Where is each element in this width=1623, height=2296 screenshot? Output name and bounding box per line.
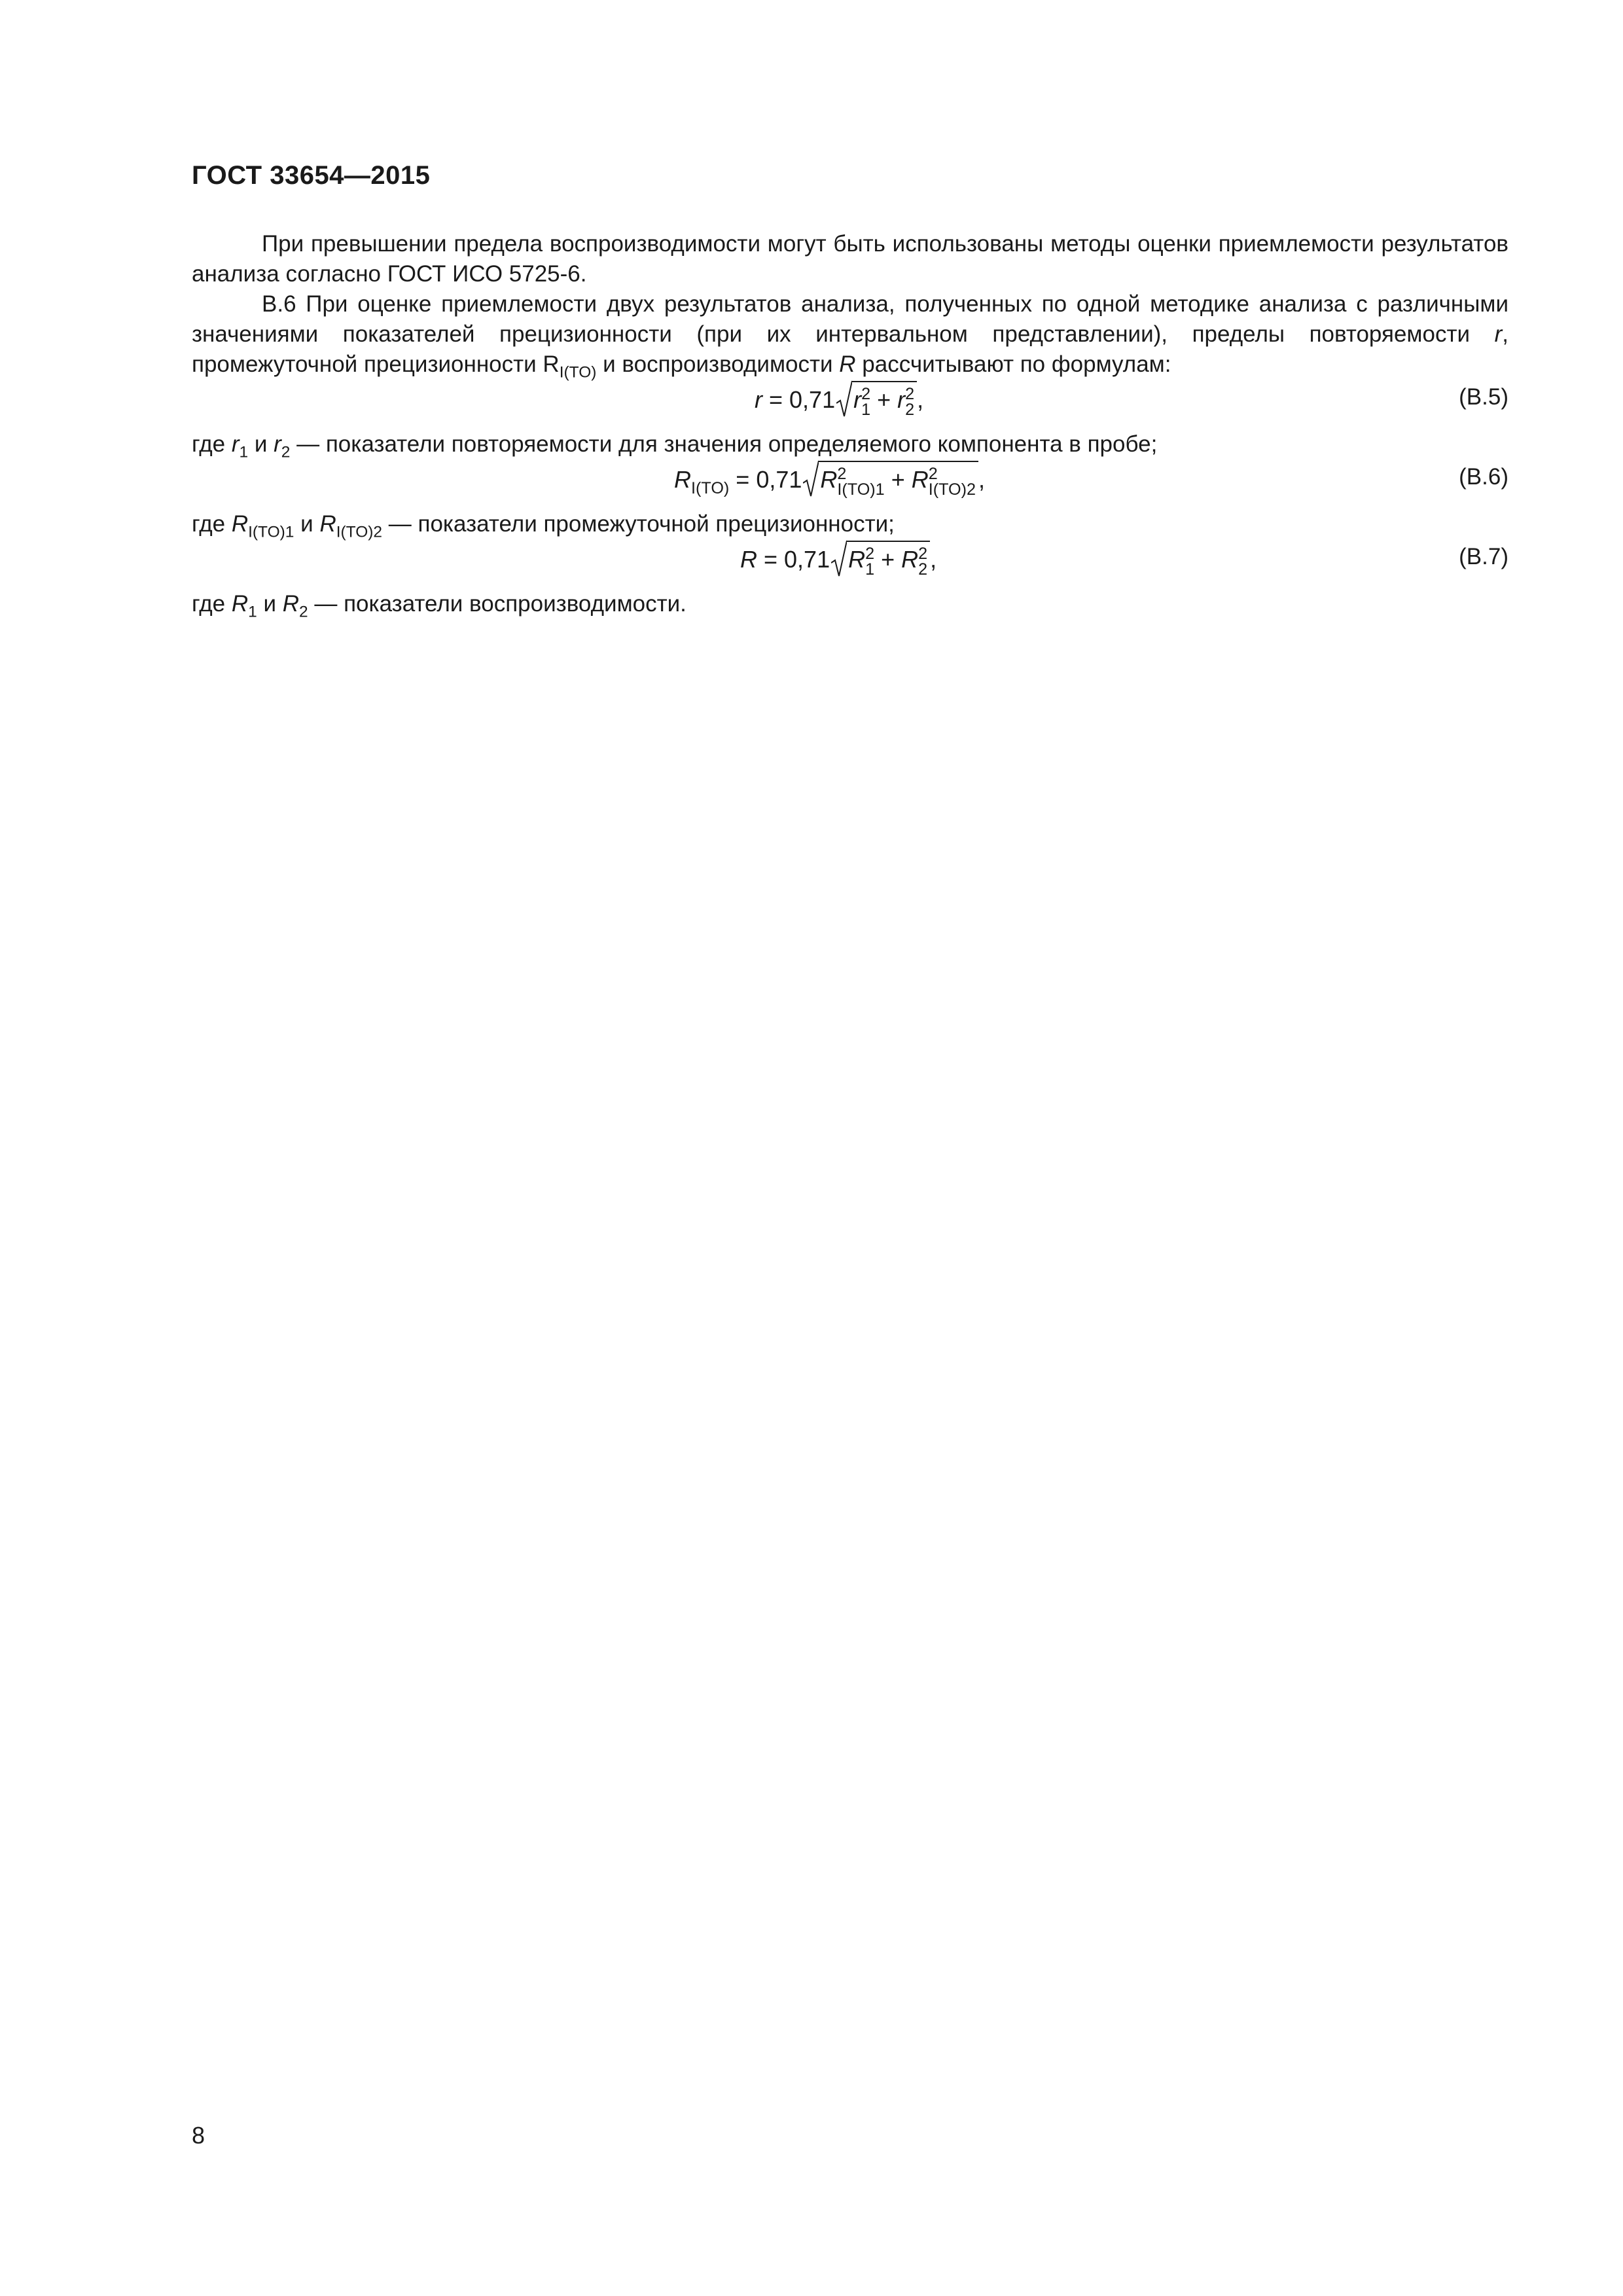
formula-b6-term1-sup: 2 xyxy=(837,465,847,484)
where-b7-lead: где xyxy=(192,591,232,617)
formula-b6-term2-indices xyxy=(929,467,976,498)
formula-b5-term2-sub: 2 xyxy=(905,401,915,420)
where-b5-and: и xyxy=(248,431,274,457)
paragraph-b6-text-1: В.6 При оценке приемлемости двух результатов анализа, полученных по одной методике анализа с различными значениями показателей прецизионности (при их интервальном представлении), пределы повторяемости xyxy=(192,291,1508,347)
paragraph-b6-text-4: рассчитывают по формулам: xyxy=(855,351,1171,377)
paragraph-b6-text-3: и воспроизводимости xyxy=(596,351,840,377)
formula-b6-term1-sub: I(TO)1 xyxy=(837,480,885,499)
radical-sign-icon xyxy=(831,539,847,577)
radical-sign-icon xyxy=(836,380,852,418)
where-b7-var1-sub: 1 xyxy=(248,603,257,621)
where-b5-var2: r xyxy=(274,431,281,457)
formula-b7-coeff: = 0,71 xyxy=(757,546,830,573)
formula-b6-term2-sup: 2 xyxy=(928,465,938,484)
paragraph-b6-text-2: , промежуточной прецизионности R xyxy=(192,321,1508,377)
formula-b6-term1-indices xyxy=(837,467,884,498)
formula-b7-term1-indices xyxy=(865,547,874,578)
where-b7-var2: R xyxy=(282,591,300,617)
sqrt-b7 xyxy=(831,545,930,578)
where-b5-var1-sub: 1 xyxy=(239,443,249,461)
where-b6-var2-sub: I(TO)2 xyxy=(336,523,383,541)
sqrt-b5 xyxy=(836,385,917,418)
sqrt-b6 xyxy=(803,465,978,498)
where-b6-and: и xyxy=(294,511,320,537)
radicand-b5 xyxy=(852,381,917,418)
where-b5-rest: — показатели повторяемости для значения определяемого компонента в пробе; xyxy=(290,431,1158,457)
where-b6-rest: — показатели промежуточной прецизионности; xyxy=(382,511,895,537)
where-b6-var1-sub: I(TO)1 xyxy=(248,523,294,541)
formula-b6 xyxy=(674,465,985,498)
formula-b7-term2: R xyxy=(901,546,919,573)
page-number: 8 xyxy=(192,2122,205,2149)
formula-b7-term2-sup: 2 xyxy=(918,545,928,564)
formula-b6-lhs: R xyxy=(674,466,691,493)
formula-b6-term1: R xyxy=(820,466,838,493)
where-b6-var1: R xyxy=(231,511,249,537)
where-b7-rest: — показатели воспроизводимости. xyxy=(308,591,687,617)
equation-number-b5: (В.5) xyxy=(1459,384,1508,410)
formula-b7-term2-sub: 2 xyxy=(918,560,928,579)
where-clause-b6 xyxy=(192,509,1508,539)
where-clause-b7 xyxy=(192,589,1508,619)
formula-b6-term2-sub: I(TO)2 xyxy=(928,480,976,499)
where-b6-var2: R xyxy=(319,511,336,537)
where-b5-var2-sub: 2 xyxy=(281,443,291,461)
formula-b6-trail: , xyxy=(978,466,986,493)
radicand-b6 xyxy=(819,461,978,498)
formula-b7 xyxy=(740,545,936,578)
formula-b7-term1-sup: 2 xyxy=(865,545,875,564)
radicand-b7 xyxy=(847,541,930,578)
formula-b5-term1: r xyxy=(853,386,862,413)
formula-b5-lhs: r xyxy=(755,386,762,413)
formula-b7-term1-sub: 1 xyxy=(865,560,875,579)
where-b5-var1: r xyxy=(231,431,240,457)
formula-b7-trail: , xyxy=(930,546,937,573)
formula-b5 xyxy=(755,385,923,418)
formula-b6-term2: R xyxy=(911,466,929,493)
formula-b5-term1-sub: 1 xyxy=(861,401,871,420)
formula-row-b5 xyxy=(192,380,1508,429)
paragraph-reproducibility-limit: При превышении предела воспроизводимости могут быть использованы методы оценки приемлемости результатов анализа согласно ГОСТ ИСО 5725-6. xyxy=(192,231,1508,287)
formula-row-b6 xyxy=(192,459,1508,509)
equation-number-b7: (В.7) xyxy=(1459,544,1508,569)
formula-b5-term1-indices xyxy=(861,387,870,418)
formula-b5-term1-sup: 2 xyxy=(861,385,871,404)
formula-b5-term2-indices xyxy=(905,387,914,418)
formula-b6-lhs-sub: I(TO) xyxy=(691,478,730,497)
where-b7-and: и xyxy=(257,591,283,617)
formula-b7-plus: + xyxy=(874,546,902,573)
where-b7-var1: R xyxy=(231,591,249,617)
var-r: r xyxy=(1494,321,1503,347)
subscript-ito: I(TO) xyxy=(559,363,597,382)
formula-b7-term2-indices xyxy=(918,547,927,578)
var-R: R xyxy=(839,351,856,377)
where-b5-lead: где xyxy=(192,431,232,457)
formula-b5-term2-sup: 2 xyxy=(905,385,915,404)
formula-b5-trail: , xyxy=(917,386,924,413)
where-b7-var2-sub: 2 xyxy=(299,603,308,621)
where-clause-b5 xyxy=(192,429,1508,459)
where-b6-lead: где xyxy=(192,511,232,537)
formula-b7-term1: R xyxy=(848,546,866,573)
formula-b6-plus: + xyxy=(884,466,912,493)
radical-sign-icon xyxy=(803,459,819,497)
equation-number-b6: (В.6) xyxy=(1459,464,1508,490)
paragraph-b6 xyxy=(192,289,1508,380)
standard-id-header: ГОСТ 33654—2015 xyxy=(192,161,431,190)
document-body xyxy=(192,229,1508,619)
formula-b6-coeff: = 0,71 xyxy=(729,466,802,493)
formula-b5-coeff: = 0,71 xyxy=(762,386,836,413)
formula-row-b7 xyxy=(192,539,1508,589)
formula-b5-term2: r xyxy=(897,386,906,413)
formula-b7-lhs: R xyxy=(740,546,757,573)
formula-b5-plus: + xyxy=(870,386,898,413)
